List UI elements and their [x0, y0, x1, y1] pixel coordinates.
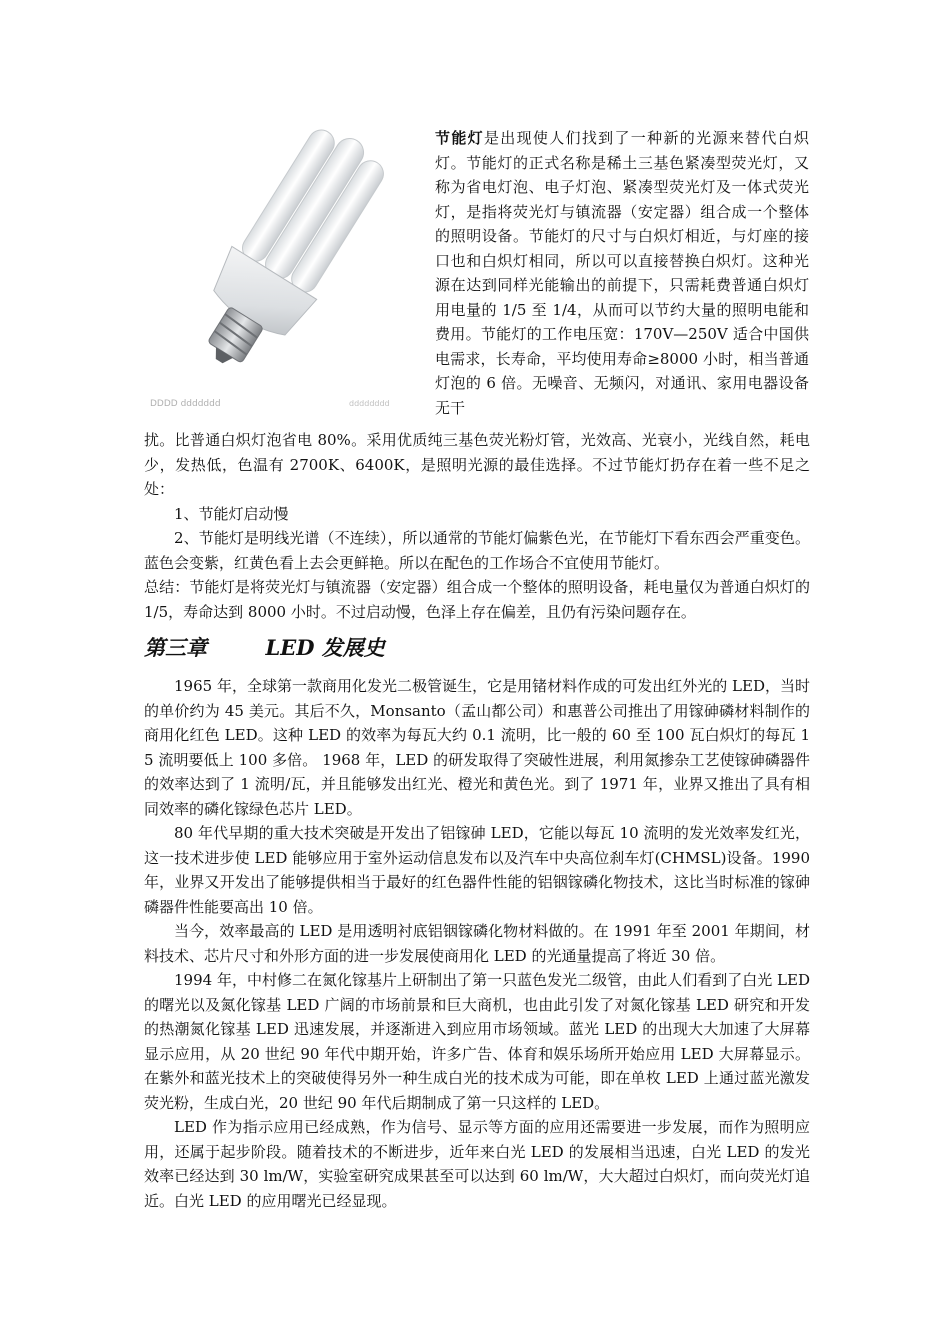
paragraph: 80 年代早期的重大技术突破是开发出了铝镓砷 LED，它能以每瓦 10 流明的发光效率发红光，这一技术进步使 LED 能够应用于室外运动信息发布以及汽车中央高位刹车灯(CHMSL)设备。1990 年，业界又开发出了能够提供相当于最好的红色器件性能的铝铟镓磷化物技术，这比当时标准的镓砷磷器件性能要高出 10 倍。: [144, 824, 810, 916]
intro-bold-term: 节能灯: [435, 129, 484, 147]
continuation-text: 扰。比普通白炽灯泡省电 80%。采用优质纯三基色荧光粉灯管，光效高、光衰小，光线自然，耗电少，发热低，色温有 2700K、6400K，是照明光源的最佳选择。不过节能灯扔存在着一些不足之处：: [144, 431, 810, 498]
body-block-1: [144, 428, 810, 624]
paragraph: 1965 年，全球第一款商用化发光二极管诞生，它是用锗材料作成的可发出红外光的 LED，当时的单价约为 45 美元。其后不久，Monsanto（孟山都公司）和惠普公司推出了用镓砷磷材料制作的商用化红色 LED。这种 LED 的效率为每瓦大约 0.1 流明，比一般的 60 至 100 瓦白炽灯的每瓦 15 流明要低上 100 多倍。 1968 年，LED 的研发取得了突破性进展，利用氮掺杂工艺使镓砷磷器件的效率达到了 1 流明/瓦，并且能够发出红光、橙光和黄色光。到了 1971 年，业界又推出了具有相同效率的磷化镓绿色芯片 LED。: [144, 677, 810, 818]
paragraph: 当今，效率最高的 LED 是用透明衬底铝铟镓磷化物材料做的。在 1991 年至 2001 年期间，材料技术、芯片尺寸和外形方面的进一步发展使商用化 LED 的光通量提高了将近 30 倍。: [144, 922, 810, 965]
image-caption-right: dddddddd: [349, 399, 390, 408]
chapter-heading: [144, 632, 385, 662]
intro-paragraph: [435, 126, 809, 420]
cfl-bulb-image: [144, 124, 418, 414]
body-block-2: [144, 674, 810, 1213]
image-caption-left: DDDD ddddddd: [150, 399, 221, 409]
intro-text: 是出现使人们找到了一种新的光源来替代白炽灯。节能灯的正式名称是稀土三基色紧凑型荧光灯，又称为省电灯泡、电子灯泡、紧凑型荧光灯及一体式荧光灯，是指将荧光灯与镇流器（安定器）组合成一个整体的照明设备。节能灯的尺寸与白炽灯相近，与灯座的接口也和白炽灯相同，所以可以直接替换白炽灯。这种光源在达到同样光能输出的前提下，只需耗费普通白炽灯用电量的 1/5 至 1/4，从而可以节约大量的照明电能和费用。节能灯的工作电压宽：170V—250V 适合中国供电需求，长寿命，平均使用寿命≥8000 小时，相当普通灯泡的 6 倍。无噪音、无频闪，对通讯、家用电器设备无干: [435, 129, 809, 417]
paragraph: LED 作为指示应用已经成熟，作为信号、显示等方面的应用还需要进一步发展，而作为照明应用，还属于起步阶段。随着技术的不断进步，近年来白光 LED 的发展相当迅速，白光 LED 的发光效率已经达到 30 lm/W，实验室研究成果甚至可以达到 60 lm/W，大大超过白炽灯，而向荧光灯追近。白光 LED 的应用曙光已经显现。: [144, 1118, 810, 1210]
summary-text: 总结：节能灯是将荧光灯与镇流器（安定器）组合成一个整体的照明设备，耗电量仅为普通白炽灯的 1/5，寿命达到 8000 小时。不过启动慢，色泽上存在偏差，且仍有污染问题存在。: [144, 578, 810, 621]
chapter-title: LED 发展史: [265, 635, 385, 660]
list-item-1: 1、节能灯启动慢: [174, 504, 289, 523]
paragraph: 1994 年，中村修二在氮化镓基片上研制出了第一只蓝色发光二级管，由此人们看到了白光 LED 的曙光以及氮化镓基 LED 广阔的市场前景和巨大商机，也由此引发了对氮化镓基 LED 研究和开发的热潮氮化镓基 LED 迅速发展，并逐渐进入到应用市场领域。蓝光 LED 的出现大大加速了大屏幕显示应用，从 20 世纪 90 年代中期开始，许多广告、体育和娱乐场所开始应用 LED 大屏幕显示。在紫外和蓝光技术上的突破使得另外一种生成白光的技术成为可能，即在单枚 LED 上通过蓝光激发荧光粉，生成白光，20 世纪 90 年代后期制成了第一只这样的 LED。: [144, 971, 810, 1112]
chapter-number: 第三章: [144, 635, 207, 660]
list-item-2: 2、节能灯是明线光谱（不连续），所以通常的节能灯偏紫色光，在节能灯下看东西会严重变色。蓝色会变紫，红黄色看上去会更鲜艳。所以在配色的工作场合不宜使用节能灯。: [144, 529, 810, 572]
